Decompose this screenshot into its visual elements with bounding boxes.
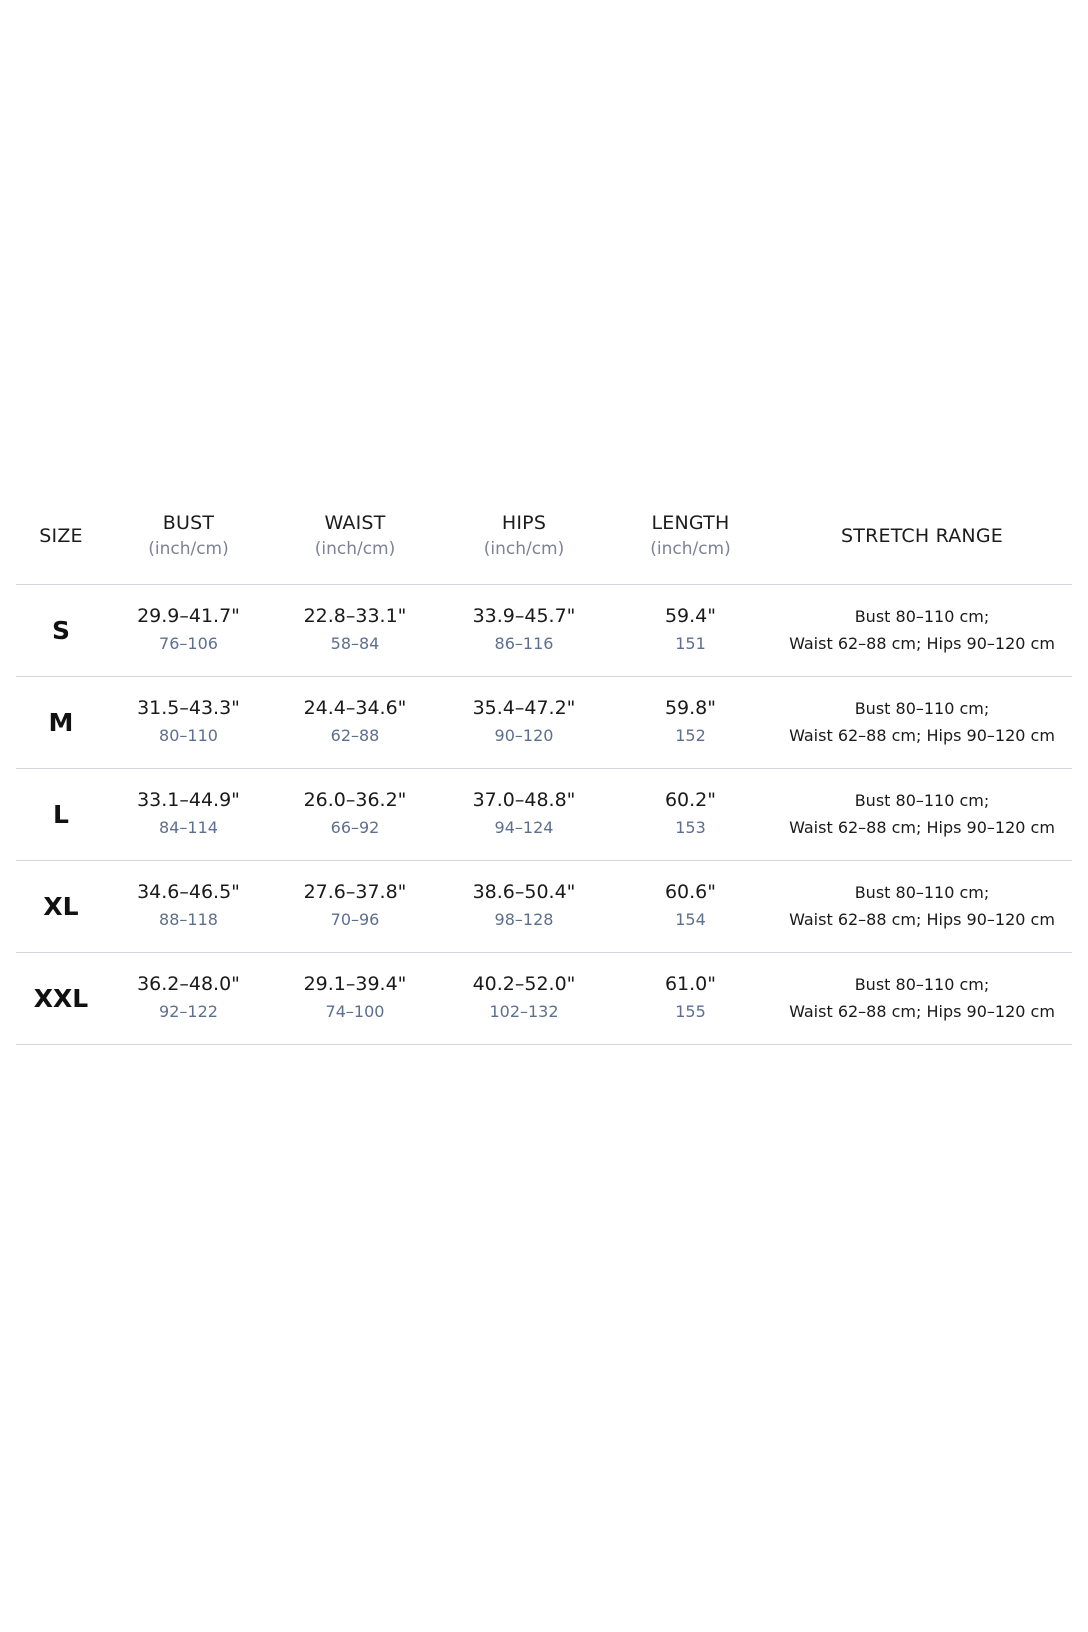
bust-cell [106,584,271,676]
stretch-cell [772,676,1072,768]
stretch-line-2: Waist 62–88 cm; Hips 90–120 cm [789,1002,1055,1021]
size-label: S [51,615,70,645]
waist-cm: 66–92 [330,818,380,837]
stretch-cell [772,584,1072,676]
hips-cm: 102–132 [489,1002,559,1021]
waist-cm: 62–88 [330,726,380,745]
length-cm: 155 [675,1002,706,1021]
header-bust-unit: (inch/cm) [148,538,229,559]
bust-cm: 80–110 [159,726,218,745]
length-inch: 60.2" [664,789,717,811]
bust-cm: 76–106 [159,634,218,653]
waist-inch: 22.8–33.1" [303,605,407,627]
waist-cell [271,952,439,1044]
bust-cm: 88–118 [159,910,218,929]
hips-inch: 37.0–48.8" [472,789,576,811]
table-row [16,952,1072,1044]
hips-cell [439,676,609,768]
bust-inch: 34.6–46.5" [137,881,240,903]
stretch-cell [772,768,1072,860]
header-waist-unit: (inch/cm) [314,538,396,559]
stretch-line-1: Bust 80–110 cm; [854,975,990,994]
waist-inch: 29.1–39.4" [303,973,407,995]
waist-cell [271,676,439,768]
stretch-line-2: Waist 62–88 cm; Hips 90–120 cm [789,634,1055,653]
size-chart-body [16,584,1072,1044]
stretch-line-2: Waist 62–88 cm; Hips 90–120 cm [789,910,1055,929]
header-row [16,488,1072,584]
header-size [16,488,106,584]
header-hips-unit: (inch/cm) [483,538,565,559]
bust-inch: 33.1–44.9" [137,789,240,811]
header-size-label: SIZE [39,524,83,547]
size-cell [16,768,106,860]
header-length-unit: (inch/cm) [650,538,731,559]
bust-cell [106,860,271,952]
stretch-line-1: Bust 80–110 cm; [854,791,990,810]
waist-cm: 70–96 [330,910,380,929]
length-cm: 152 [675,726,706,745]
header-bust-label: BUST [162,511,215,534]
stretch-line-2: Waist 62–88 cm; Hips 90–120 cm [789,726,1055,745]
hips-cm: 86–116 [494,634,554,653]
stretch-line-2: Waist 62–88 cm; Hips 90–120 cm [789,818,1055,837]
bust-cell [106,952,271,1044]
bust-cm: 92–122 [159,1002,218,1021]
bust-cell [106,676,271,768]
waist-inch: 24.4–34.6" [303,697,407,719]
bust-inch: 31.5–43.3" [137,697,240,719]
length-cm: 154 [675,910,706,929]
hips-cell [439,860,609,952]
hips-cell [439,768,609,860]
header-length-label: LENGTH [651,511,730,534]
length-cell [609,768,772,860]
hips-inch: 35.4–47.2" [472,697,576,719]
hips-cell [439,584,609,676]
waist-cell [271,584,439,676]
length-cell [609,860,772,952]
waist-cm: 74–100 [325,1002,385,1021]
hips-cm: 94–124 [494,818,554,837]
table-row [16,860,1072,952]
size-label: XXL [33,983,89,1013]
length-inch: 60.6" [664,881,717,903]
header-stretch-label: STRETCH RANGE [841,524,1003,547]
size-label: L [53,799,69,829]
waist-cell [271,860,439,952]
table-row [16,676,1072,768]
hips-cm: 90–120 [494,726,554,745]
hips-inch: 40.2–52.0" [472,973,576,995]
header-waist [271,488,439,584]
stretch-cell [772,860,1072,952]
length-cell [609,952,772,1044]
table-row [16,768,1072,860]
header-hips [439,488,609,584]
length-inch: 59.8" [664,697,717,719]
size-cell [16,952,106,1044]
bust-inch: 36.2–48.0" [137,973,240,995]
hips-cm: 98–128 [494,910,554,929]
length-inch: 59.4" [664,605,717,627]
size-chart-header [16,488,1072,584]
hips-inch: 33.9–45.7" [472,605,576,627]
stretch-line-1: Bust 80–110 cm; [854,883,990,902]
size-cell [16,584,106,676]
header-stretch-range [772,488,1072,584]
header-length [609,488,772,584]
size-cell [16,860,106,952]
waist-cm: 58–84 [330,634,380,653]
waist-cell [271,768,439,860]
table-row [16,584,1072,676]
bust-cm: 84–114 [159,818,218,837]
size-cell [16,676,106,768]
hips-cell [439,952,609,1044]
length-inch: 61.0" [664,973,717,995]
stretch-cell [772,952,1072,1044]
stretch-line-1: Bust 80–110 cm; [854,699,990,718]
length-cell [609,584,772,676]
size-chart-table [16,488,1072,1045]
waist-inch: 26.0–36.2" [303,789,407,811]
bust-inch: 29.9–41.7" [137,605,240,627]
size-label: XL [43,891,79,921]
length-cm: 151 [675,634,706,653]
header-hips-label: HIPS [501,511,547,534]
length-cell [609,676,772,768]
stretch-line-1: Bust 80–110 cm; [854,607,990,626]
size-label: M [48,707,74,737]
header-waist-label: WAIST [324,511,386,534]
length-cm: 153 [675,818,706,837]
waist-inch: 27.6–37.8" [303,881,407,903]
header-bust [106,488,271,584]
hips-inch: 38.6–50.4" [472,881,576,903]
bust-cell [106,768,271,860]
